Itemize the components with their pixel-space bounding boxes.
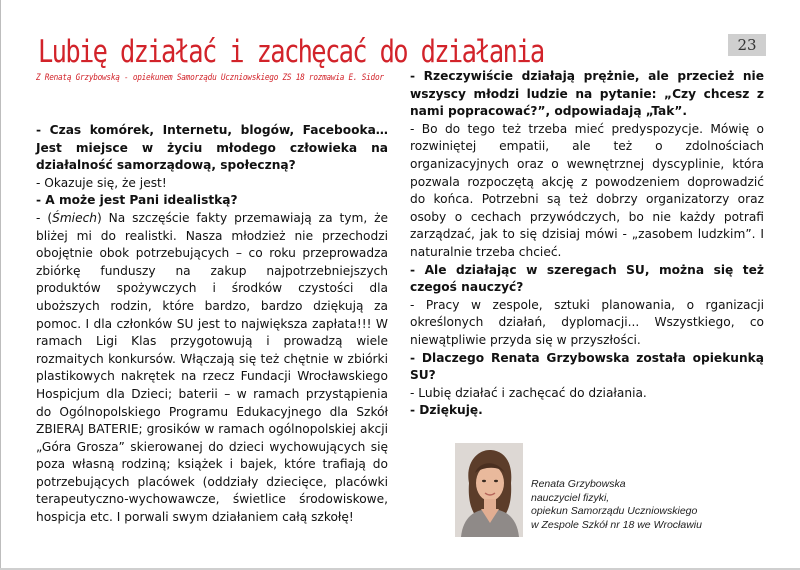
- answer-prefix: - (: [36, 210, 53, 225]
- question-paragraph: - Dlaczego Renata Grzybowska została opiekunką SU?: [410, 350, 764, 383]
- answer-paragraph: - Pracy w zespole, sztuki planowania, o rganizacji określonych działań, dyplomacji... Wszystkiego, co niewątpliwie przyda się w przyszłości.: [410, 297, 764, 347]
- answer-text: ) Na szczęście fakty przemawiają za tym, że bliżej mi do realistki. Nasza młodzież nie przechodzi obojętnie obok potrzebujących – co roku przeprowadza zbiórkę funduszy na zakup najpotrzebniejszych produktów spożywczych i środków czystości dla uboższych rodzin, które bardzo, bardzo dziękują za pomoc. I dla członków SU jest to największa zapłata!!! W ramach Ligi Klas przygotowują i prowadzą wiele rozmaitych konkursów. Włączają się też chętnie w zbiórki plastikowych nakrętek na rzecz Fundacji Wrocławskiego Hospicjum dla Dzieci; baterii – w ramach przystąpienia do Ogólnopolskiego Programu Edukacyjnego dla Szkół ZBIERAJ BATERIE; grosików w ramach ogólnopolskiej akcji „Góra Grosza” skierowanej do dzieci wychowujących się poza własną rodziną; książek i bajek, które trafiają do potrzebujących placówek (oddziały dziecięce, placówki terapeutyczno-wychowawcze, świetlice środowiskowe, hospicja etc. I porwali swym działaniem całą szkołę!: [36, 210, 389, 525]
- emphasis-text: Śmiech: [52, 210, 97, 225]
- question-paragraph: - Rzeczywiście działają prężnie, ale przecież nie wszyscy młodzi ludzie na pytanie: „Czy chcesz z nami popracować?”, odpowiadają „Tak”.: [410, 69, 764, 119]
- question-paragraph: - A może jest Pani idealistką?: [36, 193, 238, 208]
- caption-function: opiekun Samorządu Uczniowskiego: [531, 505, 698, 517]
- answer-paragraph: - Bo do tego też trzeba mieć predyspozycje. Mówię o rozwiniętej empatii, ale też o zdolnościach organizacyjnych oraz o wewnętrznej dyscyplinie, która pozwala rozpoczętą akcję z powodzeniem doprowadzić do końca. Potrzebni są też dobrzy organizatorzy oraz osoby o cechach przywódczych, bo nie każdy potrafi zarządzać, jak to się dzisiaj mówi - „zasobem ludzkim”. I naturalnie trzeba chcieć.: [410, 121, 764, 259]
- caption-name: Renata Grzybowska: [531, 478, 626, 490]
- article-byline: Z Renatą Grzybowską - opiekunem Samorządu Uczniowskiego ZS 18 rozmawia E. Sidor: [36, 73, 384, 83]
- caption-role: nauczyciel fizyki,: [531, 491, 610, 504]
- answer-paragraph: - Lubię działać i zachęcać do działania.: [410, 385, 647, 400]
- page-number: 23: [728, 34, 766, 56]
- caption-school: w Zespole Szkół nr 18 we Wrocławiu: [531, 518, 702, 531]
- portrait-photo: [455, 443, 523, 537]
- portrait-illustration: [455, 443, 523, 537]
- photo-caption: [531, 478, 702, 532]
- question-paragraph: - Ale działając w szeregach SU, można się też czegoś nauczyć?: [410, 262, 764, 295]
- question-paragraph: - Czas komórek, Internetu, blogów, Facebooka… Jest miejsce w życiu młodego człowieka na działalność samorządową, społeczną?: [36, 123, 388, 173]
- answer-paragraph: [36, 210, 388, 527]
- article-title: Lubię działać i zachęcać do działania: [38, 34, 544, 70]
- left-column: [36, 122, 388, 527]
- right-column: [410, 68, 764, 420]
- question-paragraph: - Dziękuję.: [410, 403, 483, 418]
- page-border-left: [0, 0, 1, 570]
- answer-paragraph: - Okazuje się, że jest!: [36, 175, 167, 190]
